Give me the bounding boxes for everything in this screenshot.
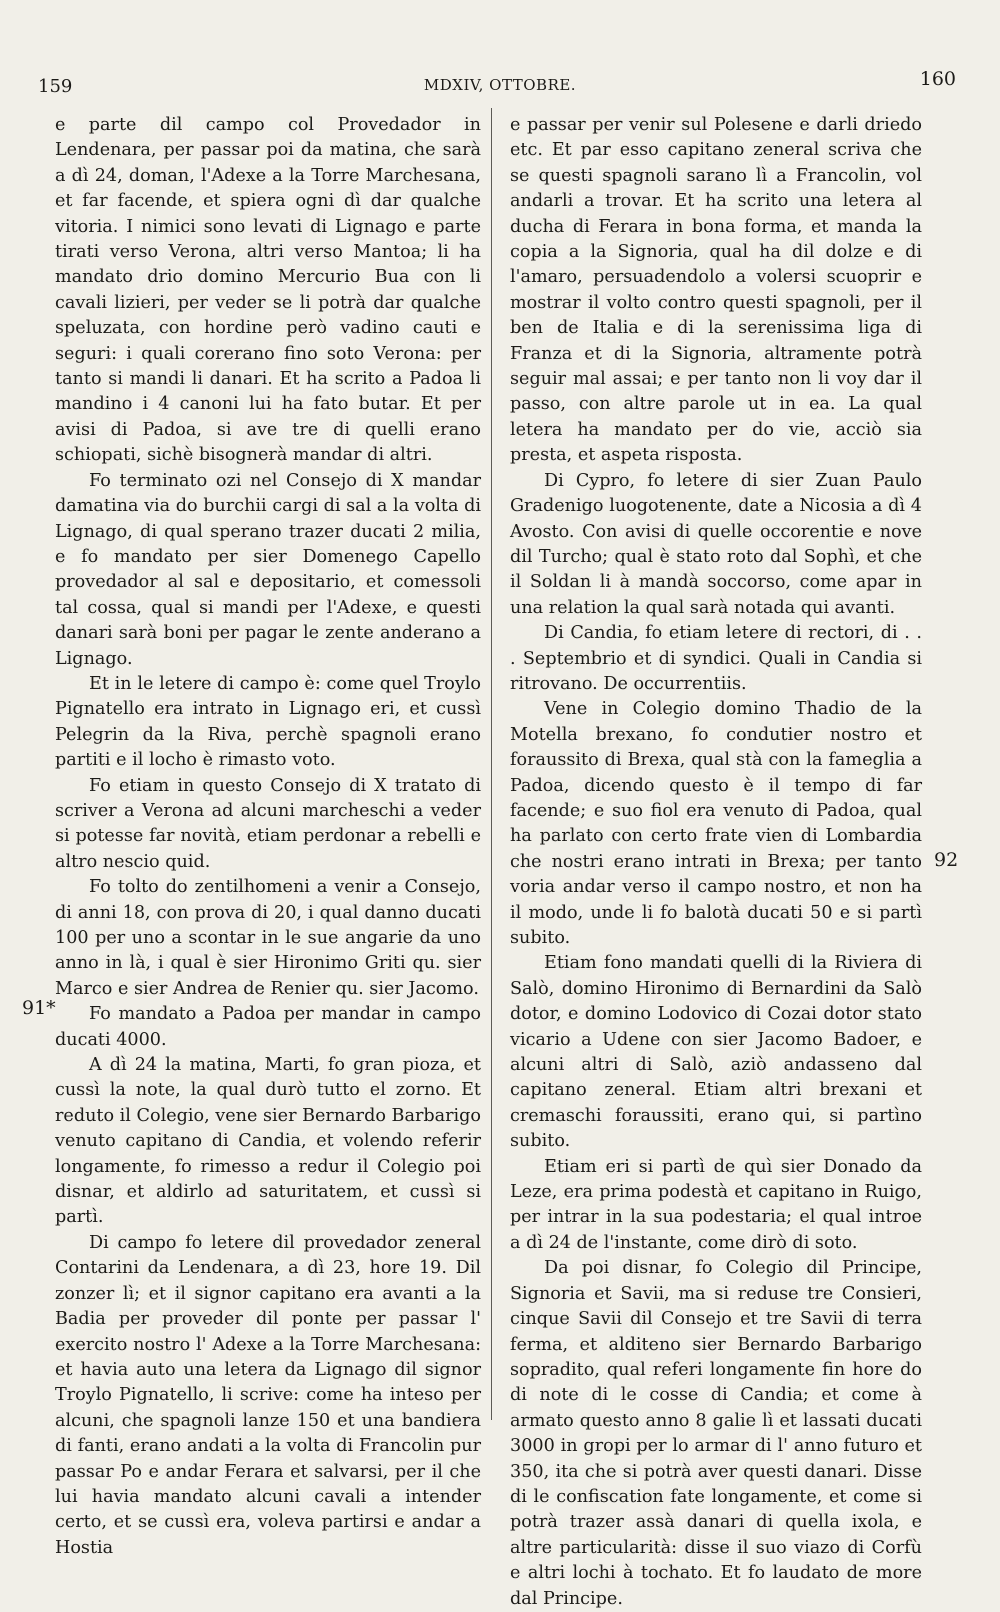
- right-column: [510, 113, 922, 1612]
- left-column: [55, 113, 481, 1561]
- page-number-right: 160: [919, 68, 956, 90]
- paragraph: Vene in Colegio domino Thadio de la Motella brexano, fo condutier nostro et foraussito di Brexa, qual stà con la fameglia a Padoa, dicendo questo è il tempo di far facende; e suo fiol era venuto di Padoa, qual ha parlato con certo frate vien di Lombardia che nostri erano intrati in Brexa; per tanto voria andar verso il campo nostro, et non ha il modo, unde li fo balotà ducati 50 e si partì subito.: [510, 699, 922, 948]
- paragraph: Fo tolto do zentilhomeni a venir a Consejo, di anni 18, con prova di 20, i qual danno ducati 100 per uno a scontar in le sue angarie da uno anno in là, i qual è sier Hironimo Griti qu. sier Marco e sier Andrea de Renier qu. sier Jacomo.: [55, 877, 481, 999]
- paragraph: Fo etiam in questo Consejo di X tratato di scriver a Verona ad alcuni marcheschi a veder si potesse far novità, etiam perdonar a rebelli e altro nescio quid.: [55, 775, 481, 872]
- paragraph: Di Cypro, fo letere di sier Zuan Paulo Gradenigo luogotenente, date a Nicosia a dì 4 Avosto. Con avisi di quelle occorentie e nove dil Turcho; qual è stato roto dal Sophì, et che il Soldan li à mandà soccorso, come apar in una relation la qual sarà notada qui avanti.: [510, 470, 922, 618]
- paragraph: Et in le letere di campo è: come quel Troylo Pignatello era intrato in Lignago eri, et cussì Pelegrin da la Riva, perchè spagnoli erano partiti e il locho è rimasto voto.: [55, 673, 481, 771]
- column-divider: [491, 108, 492, 1420]
- margin-number-left: 91*: [22, 997, 56, 1019]
- paragraph: A dì 24 la matina, Marti, fo gran pioza, et cussì la note, la qual durò tutto el zorno. Et reduto il Colegio, vene sier Bernardo Barbarigo venuto capitano di Candia, et volendo referir longamente, fo rimesso a redur il Colegio poi disnar, et aldirlo ad saturitatem, et cussì si partì.: [55, 1055, 481, 1228]
- paragraph: Etiam eri si partì de quì sier Donado da Leze, era prima podestà et capitano in Ruigo, per intrar in la sua podestaria; el qual introe a dì 24 de l'instante, come dirò di soto.: [510, 1156, 922, 1253]
- paragraph: e passar per venir sul Polesene e darli driedo etc. Et par esso capitano zeneral scriva che se questi spagnoli sarano lì a Francolin, vol andarli a trovar. Et ha scrito una letera al ducha di Ferara in bona forma, et manda la copia a la Signoria, qual ha dil dolze e di l'amaro, persuadendolo a volersi scuoprir e mostrar il volto contro questi spagnoli, per il ben de Italia e di la serenissima liga di Franza et di la Signoria, altramente potrà seguir mal assai; e per tanto non li voy dar il passo, con altre parole ut in ea. La qual letera ha mandato per do vie, acciò sia presta, et aspeta risposta.: [510, 115, 922, 466]
- paragraph: Da poi disnar, fo Colegio dil Principe, Signoria et Savii, ma si reduse tre Consieri, cinque Savii dil Consejo et tre Savii di terra ferma, et alditeno sier Bernardo Barbarigo sopradito, qual referi longamente fin hore do di note di le cosse di Candia; et come à armato questo anno 8 galie lì et lassati ducati 3000 in gropi per lo armar di l' anno futuro et 350, ita che si potrà aver questi danari. Disse di le confiscation fate longamente, et come si potrà trazer assà danari di quella ixola, e altre particularità: disse il suo viazo di Corfù e altri lochi à tochato. Et fo laudato de more dal Principe.: [510, 1258, 922, 1609]
- page-number-left: 159: [38, 76, 73, 97]
- paragraph: Fo mandato a Padoa per mandar in campo ducati 4000.: [55, 1004, 481, 1050]
- paragraph: Etiam fono mandati quelli di la Riviera di Salò, domino Hironimo di Bernardini da Salò dotor, e domino Lodovico di Cozai dotor stato vicario a Udene con sier Jacomo Badoer, e alcuni altri di Salò, aziò andasseno dal capitano zeneral. Etiam altri brexani et cremaschi foraussiti, erano qui, si partìno subito.: [510, 953, 922, 1152]
- paragraph: Di campo fo letere dil provedador zeneral Contarini da Lendenara, a dì 23, hore 19. Dil zonzer lì; et il signor capitano era avanti a la Badia per proveder dil ponte per passar l' exercito nostro l' Adexe a la Torre Marchesana: et havia auto una letera da Lignago dil signor Troylo Pignatello, li scrive: come ha inteso per alcuni, che spagnoli lanze 150 et una bandiera di fanti, erano andati a la volta di Francolin pur passar Po e andar Ferara et salvarsi, per il che lui havia mandato alcuni cavali a intender certo, et se cussì era, voleva partirsi e andar a Hostia: [55, 1232, 481, 1558]
- paragraph: Di Candia, fo etiam letere di rectori, di . . . Septembrio et di syndici. Quali in Candia si ritrovano. De occurrentiis.: [510, 623, 922, 694]
- running-header: [30, 68, 970, 98]
- paragraph: e parte dil campo col Provedador in Lendenara, per passar poi da matina, che sarà a dì 24, doman, l'Adexe a la Torre Marchesana, et far facende, et spiera ogni dì dar qualche vitoria. I nimici sono levati di Lignago e parte tirati verso Verona, altri verso Mantoa; li ha mandato drio domino Mercurio Bua con li cavali lizieri, per veder se li potrà dar qualche speluzata, con hordine però vadino cauti e seguri: i quali corerano fino soto Verona: per tanto si mandi li danari. Et ha scrito a Padoa li mandino i 4 canoni lui ha fato butar. Et per avisi di Padoa, si ave tre di quelli erano schiopati, sichè bisognerà mandar di altri.: [55, 115, 481, 466]
- running-title: MDXIV, OTTOBRE.: [423, 76, 577, 94]
- paragraph: Fo terminato ozi nel Consejo di X mandar damatina via do burchii cargi di sal a la volta di Lignago, di qual sperano trazer ducati 2 milia, e fo mandato per sier Domenego Capello provedador al sal e depositario, et comessoli tal cossa, qual si mandi per l'Adexe, e questi danari sarà boni per pagar le zente anderano a Lignago.: [55, 470, 481, 669]
- margin-number-right: 92: [934, 849, 959, 871]
